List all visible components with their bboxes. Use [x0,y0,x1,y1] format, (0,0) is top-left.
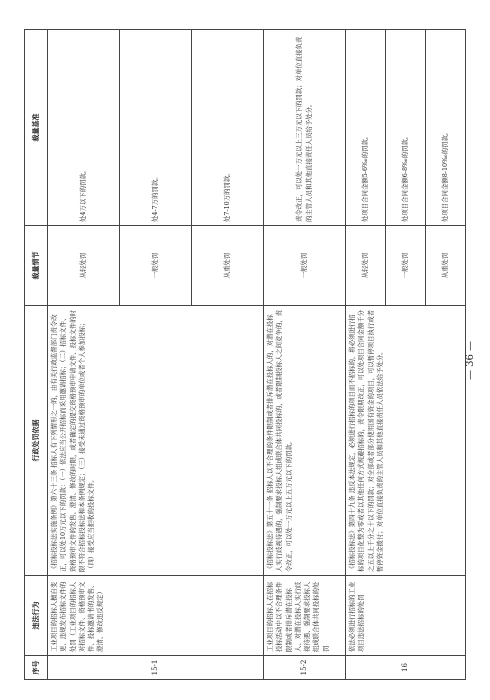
severity-cell: 从轻处罚 [48,226,120,306]
severity-cell: 从重处罚 [192,226,264,306]
penalty-table [24,29,466,680]
standard-cell: 处7-10万的罚款。 [192,30,264,226]
table-row [48,30,120,680]
page-number-text: — 36 — [465,340,477,380]
header-severity: 裁量情节 [25,226,48,306]
row-index: 16 [346,656,466,680]
header-standard: 裁量基准 [25,30,48,226]
row-index: 15-1 [48,656,264,680]
header-index: 序号 [25,656,48,680]
severity-cell: 一般处罚 [386,226,426,306]
penalty-basis: 《招标投标法实施条例》第六十三条 招标人有下列情形之一的，由有关行政监督部门责令改正，可以处10万元以下的罚款：（一）依法应当公开招标而采用邀请招标；（二）招标文件、资格预审文件的发售、澄清、修改的时限，或者确定的提交资格预审申请文件、投标文件的时限不符合招标投标法和本条例规定；（三）接受未通过资格预审的单位或者个人参加投标；（四）接受应当拒收的投标文件。 [48,306,264,576]
severity-cell: 从轻处罚 [346,226,386,306]
standard-cell: 处项目合同金额6-8‰的罚款。 [386,30,426,226]
severity-cell: 一般处罚 [120,226,192,306]
severity-cell: 一般处罚 [264,226,346,306]
rotated-page [24,30,454,680]
violation-behavior: 工业项目的招标人擅自变更、违规发布招标文件的处罚（工业项目的招标人对招标文件、资格预审文件、投标邀请书的发售、澄清、修改违反规定） [48,576,264,656]
violation-behavior: 工业项目的招标人在招标投标活动中以不合理条件限制或者排斥潜在投标人、对潜在投标人实行歧视待遇、强制要求投标人组成联合体共同投标的处罚 [264,576,346,656]
table-row [346,30,386,680]
standard-cell: 处项目合同金额8-10‰的罚款。 [426,30,466,226]
penalty-basis: 《招标投标法》第四十九条 违反本法规定，必须进行招标的项目而不招标的，将必须进行招标的项目化整为零或者以其他任何方式规避招标的，责令限期改正，可以处项目合同金额千分之五以上千分之十以下的罚款；对全部或者部分使用国有资金的项目，可以暂停项目执行或者暂停资金拨付；对单位直接负责的主管人员和其他直接责任人员依法给予处分。 [346,306,466,576]
standard-cell: 处4-7万的罚款。 [120,30,192,226]
standard-cell: 责令改正，可以处一万元以上三万元以下的罚款；对单位直接负责的主管人员和其他直接责任人员给予处分。 [264,30,346,226]
violation-behavior: 依法必须进行招标的工业项目违法招标的处罚 [346,576,466,656]
page-number [462,330,480,390]
standard-cell: 处项目合同金额5-6‰的罚款。 [346,30,386,226]
penalty-basis: 《招标投标法》第五十一条 招标人以不合理的条件限制或者排斥潜在投标人的，对潜在投标人实行歧视待遇的，强制要求投标人组成联合体共同投标的，或者限制投标人之间竞争的，责令改正，可以处一万元以上五万元以下的罚款。 [264,306,346,576]
header-row [25,30,48,680]
header-basis: 行政处罚依据 [25,306,48,576]
table-row [264,30,346,680]
severity-cell: 从重处罚 [426,226,466,306]
header-behavior: 违法行为 [25,576,48,656]
row-index: 15-2 [264,656,346,680]
standard-cell: 处4万以下的罚款。 [48,30,120,226]
